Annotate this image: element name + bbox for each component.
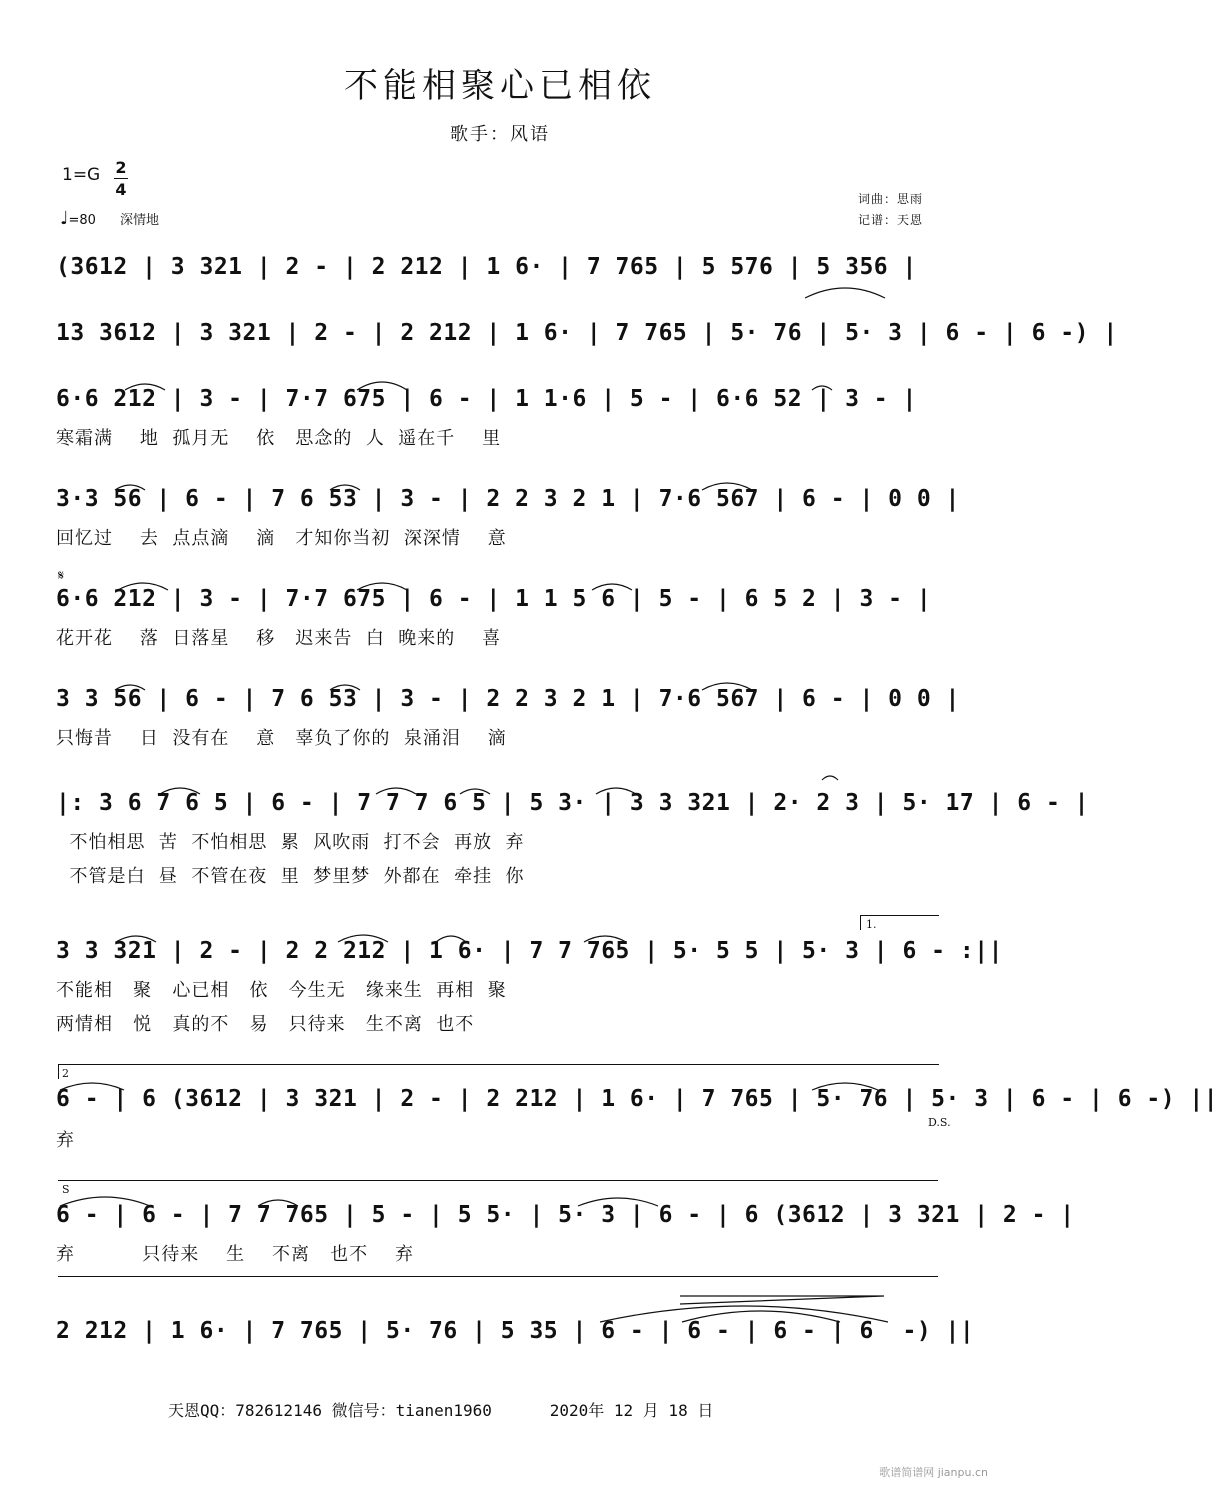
- date-label: 2020年 12 月 18 日: [549, 1401, 714, 1420]
- lyric-row-6: 不管是白 昼 不管在夜 里 梦里梦 外都在 牵挂 你: [56, 866, 525, 887]
- notation-row-5: 6·6 212 | 3 - | 7·7 675 | 6 - | 1 1 5 6 | 5 - | 6 5 2 | 3 - |: [56, 586, 932, 612]
- notation-row-9: 6 - | 6 (3612 | 3 321 | 2 - | 2 212 | 1 6· | 7 765 | 5· 76 | 5· 3 | 6 - | 6 -) ||: [56, 1086, 1218, 1112]
- slur: [436, 936, 466, 942]
- slur: [578, 1198, 658, 1206]
- notation-row-8: 3 3 321 | 2 - | 2 2 212 | 1 6· | 7 7 765 | 5· 5 5 | 5· 3 | 6 - :||: [56, 938, 1003, 964]
- segno-2-label: S: [62, 1183, 70, 1196]
- slur: [258, 1200, 298, 1206]
- lyric-row-7: 不能相 聚 心已相 依 今生无 缘来生 再相 聚: [56, 980, 507, 1001]
- slur: [357, 382, 407, 390]
- lyric-row-9: 弃: [56, 1130, 75, 1151]
- expression-marking: 深情地: [119, 213, 159, 228]
- slur: [330, 685, 360, 690]
- slur: [160, 788, 200, 794]
- notation-row-7: |: 3 6 7 6 5 | 6 - | 7 7 7 6 5 | 5 3· | 3 3 321 | 2· 2 3 | 5· 17 | 6 - |: [56, 790, 1089, 816]
- notation-row-6: 3 3 56 | 6 - | 7 6 53 | 3 - | 2 2 3 2 1 | 7·6 567 | 6 - | 0 0 |: [56, 686, 960, 712]
- slur: [702, 483, 752, 490]
- quarter-note-icon: ♩: [60, 208, 69, 229]
- lyric-row-5: 不怕相思 苦 不怕相思 累 风吹雨 打不会 再放 弃: [56, 832, 525, 853]
- ds-marking: D.S.: [928, 1116, 951, 1129]
- slur: [60, 1083, 124, 1090]
- tempo-value: =80: [68, 213, 96, 228]
- lyric-row-3: 花开花 落 日落星 移 迟来告 白 晚来的 喜: [56, 628, 502, 649]
- slur: [596, 788, 636, 794]
- lyric-row-4: 只悔昔 日 没有在 意 辜负了你的 泉涌泪 滴: [56, 728, 507, 749]
- notation-row-3: 6·6 212 | 3 - | 7·7 675 | 6 - | 1 1·6 | 5 - | 6·6 52 | 3 - |: [56, 386, 917, 412]
- watermark: 歌谱简谱网 jianpu.cn: [879, 1466, 988, 1479]
- lyricist-composer: 词曲：思雨: [858, 192, 924, 206]
- slur: [682, 1311, 840, 1322]
- page-title: 不能相聚心已相依: [344, 66, 656, 106]
- slur: [60, 1197, 150, 1206]
- slur: [338, 935, 388, 942]
- slur: [115, 685, 145, 690]
- notation-row-2: 13 3612 | 3 321 | 2 - | 2 212 | 1 6· | 7 765 | 5· 76 | 5· 3 | 6 - | 6 -) |: [56, 320, 1118, 346]
- slur: [584, 936, 626, 942]
- transcriber: 记谱：天恩: [858, 213, 924, 227]
- slur: [702, 683, 752, 690]
- notation-row-11: 2 212 | 1 6· | 7 765 | 5· 76 | 5 35 | 6 - | 6 - | 6 - | 6 -) ||: [56, 1318, 975, 1344]
- lyric-row-1: 寒霜满 地 孤月无 依 思念的 人 遥在千 里: [56, 428, 502, 449]
- lyric-row-10: 弃 只待来 生 不离 也不 弃: [56, 1244, 415, 1265]
- contact-info: 天恩QQ：782612146 微信号：tianen1960: [168, 1401, 492, 1420]
- slur: [125, 384, 165, 390]
- notation-row-4: 3·3 56 | 6 - | 7 6 53 | 3 - | 2 2 3 2 1 | 7·6 567 | 6 - | 0 0 |: [56, 486, 960, 512]
- time-signature-top: 2: [115, 158, 127, 177]
- slur: [812, 386, 832, 390]
- slur: [116, 936, 156, 942]
- notation-row-1: (3612 | 3 321 | 2 - | 2 212 | 1 6· | 7 765 | 5 576 | 5 356 |: [56, 254, 917, 280]
- footer: [168, 1398, 713, 1421]
- key-signature: 1=G: [62, 165, 101, 185]
- slur: [330, 485, 360, 490]
- time-signature-bottom: 4: [115, 180, 127, 199]
- singer-label: 歌手：风语: [450, 124, 550, 145]
- crescendo: [680, 1296, 884, 1304]
- slur: [376, 788, 416, 794]
- lyric-row-8: 两情相 悦 真的不 易 只待来 生不离 也不: [56, 1014, 475, 1035]
- slur: [812, 1083, 878, 1090]
- slur: [118, 583, 168, 590]
- slur: [805, 288, 885, 298]
- slur: [115, 485, 145, 490]
- lyric-row-2: 回忆过 去 点点滴 滴 才知你当初 深深情 意: [56, 528, 507, 549]
- ending-1-label: 1.: [866, 918, 877, 931]
- notation-row-10: 6 - | 6 - | 7 7 765 | 5 - | 5 5· | 5· 3 | 6 - | 6 (3612 | 3 321 | 2 - |: [56, 1202, 1075, 1228]
- slur: [822, 776, 838, 780]
- segno-icon: 𝄋: [58, 568, 65, 584]
- slur: [460, 789, 490, 794]
- ending-2-label: 2: [62, 1067, 69, 1080]
- slur: [592, 584, 632, 590]
- slur: [357, 583, 407, 590]
- slur: [600, 1306, 888, 1322]
